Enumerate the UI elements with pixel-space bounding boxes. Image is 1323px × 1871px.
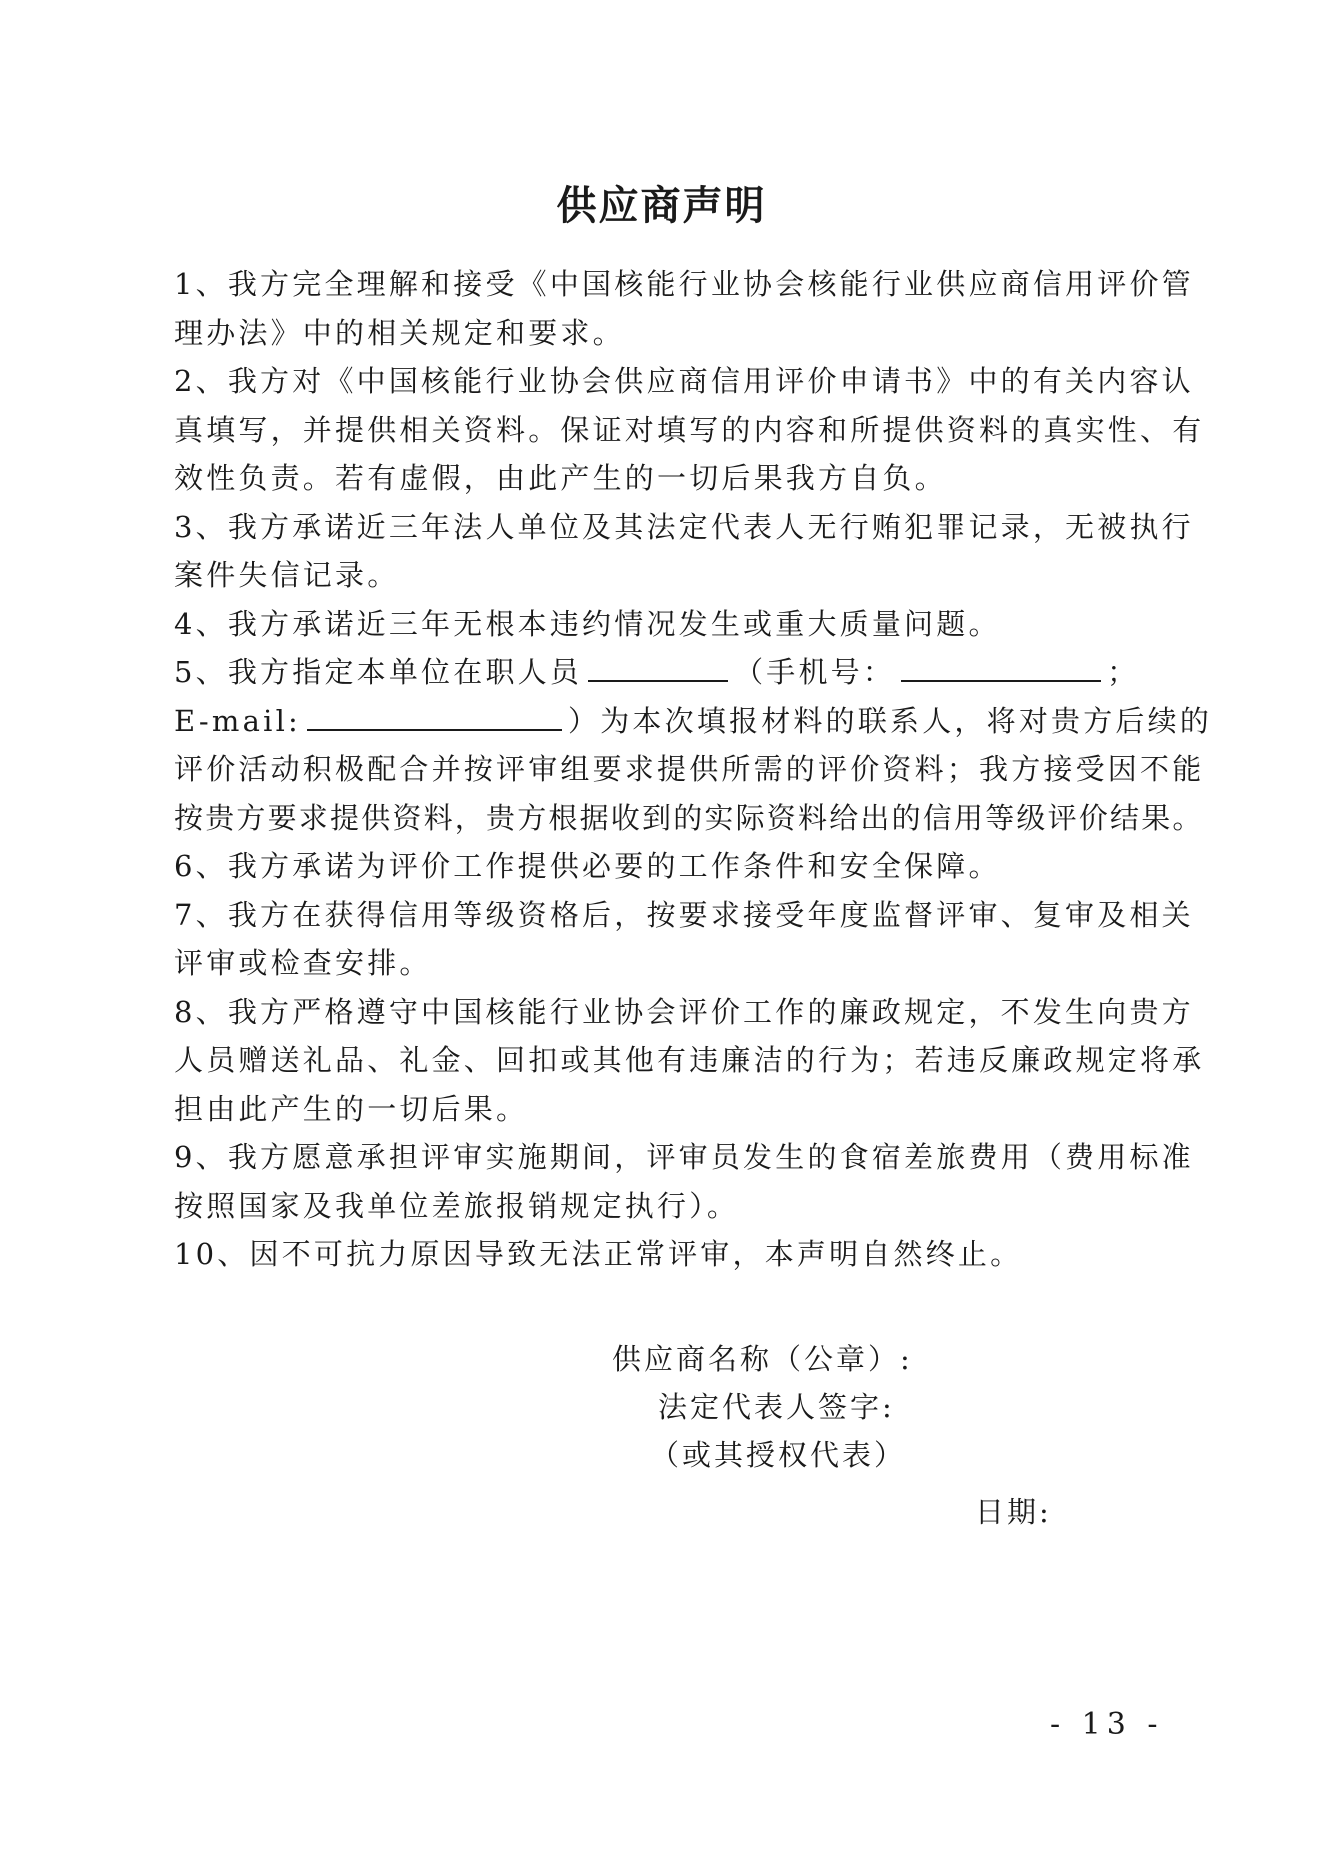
item-10-line-1: 10、因不可抗力原因导致无法正常评审，本声明自然终止。 <box>174 1237 1023 1271</box>
item-5-line-1 <box>174 648 1164 697</box>
item-1-line-1: 1、我方完全理解和接受《中国核能行业协会核能行业供应商信用评价管 <box>174 267 1194 301</box>
contact-name-blank[interactable] <box>588 650 728 682</box>
item-5-text-c: ； <box>1107 655 1140 689</box>
item-8-line-3: 担由此产生的一切后果。 <box>174 1091 529 1126</box>
item-2-line-3: 效性负责。若有虚假，由此产生的一切后果我方自负。 <box>174 461 947 495</box>
declaration-body <box>174 260 1213 1279</box>
email-blank[interactable] <box>307 699 562 731</box>
item-3-line-2: 案件失信记录。 <box>174 558 400 592</box>
item-3-line-1: 3、我方承诺近三年法人单位及其法定代表人无行贿犯罪记录，无被执行 <box>174 509 1194 544</box>
date-label: 日期: <box>975 1495 1052 1529</box>
item-2-line-1: 2、我方对《中国核能行业协会供应商信用评价申请书》中的有关内容认 <box>174 364 1194 398</box>
item-8-line-2: 人员赠送礼品、礼金、回扣或其他有违廉洁的行为；若违反廉政规定将承 <box>174 1043 1205 1077</box>
item-5-text-a: 5、我方指定本单位在职人员 <box>174 655 583 689</box>
item-5-text-b: （手机号： <box>734 655 896 689</box>
supplier-name-seal-label: 供应商名称（公章）: <box>612 1342 913 1376</box>
item-5-line-2 <box>174 697 1213 746</box>
item-4-line-1: 4、我方承诺近三年无根本违约情况发生或重大质量问题。 <box>174 606 1001 641</box>
phone-number-blank[interactable] <box>901 650 1101 682</box>
item-2-line-2: 真填写，并提供相关资料。保证对填写的内容和所提供资料的真实性、有 <box>174 412 1205 447</box>
item-7-line-1: 7、我方在获得信用等级资格后，按要求接受年度监督评审、复审及相关 <box>174 897 1194 932</box>
item-7-line-2: 评审或检查安排。 <box>174 946 432 980</box>
document-title: 供应商声明 <box>556 182 767 229</box>
item-9-line-2: 按照国家及我单位差旅报销规定执行）。 <box>174 1188 740 1223</box>
page-number: - 13 - <box>1050 1707 1164 1742</box>
item-1-line-2: 理办法》中的相关规定和要求。 <box>174 315 625 350</box>
item-9-line-1: 9、我方愿意承担评审实施期间，评审员发生的食宿差旅费用（费用标准 <box>174 1140 1194 1174</box>
item-5-text-d: ）为本次填报材料的联系人，将对贵方后续的 <box>568 703 1213 738</box>
item-5-line-4: 按贵方要求提供资料，贵方根据收到的实际资料给出的信用等级评价结果。 <box>174 800 1204 835</box>
item-5-email-label: E-mail: <box>174 703 302 738</box>
authorized-representative-label: （或其授权代表） <box>650 1438 907 1472</box>
legal-representative-signature-label: 法定代表人签字: <box>658 1390 895 1424</box>
item-6-line-1: 6、我方承诺为评价工作提供必要的工作条件和安全保障。 <box>174 849 1001 883</box>
item-5-line-3: 评价活动积极配合并按评审组要求提供所需的评价资料；我方接受因不能 <box>174 752 1205 786</box>
item-8-line-1: 8、我方严格遵守中国核能行业协会评价工作的廉政规定，不发生向贵方 <box>174 994 1194 1029</box>
